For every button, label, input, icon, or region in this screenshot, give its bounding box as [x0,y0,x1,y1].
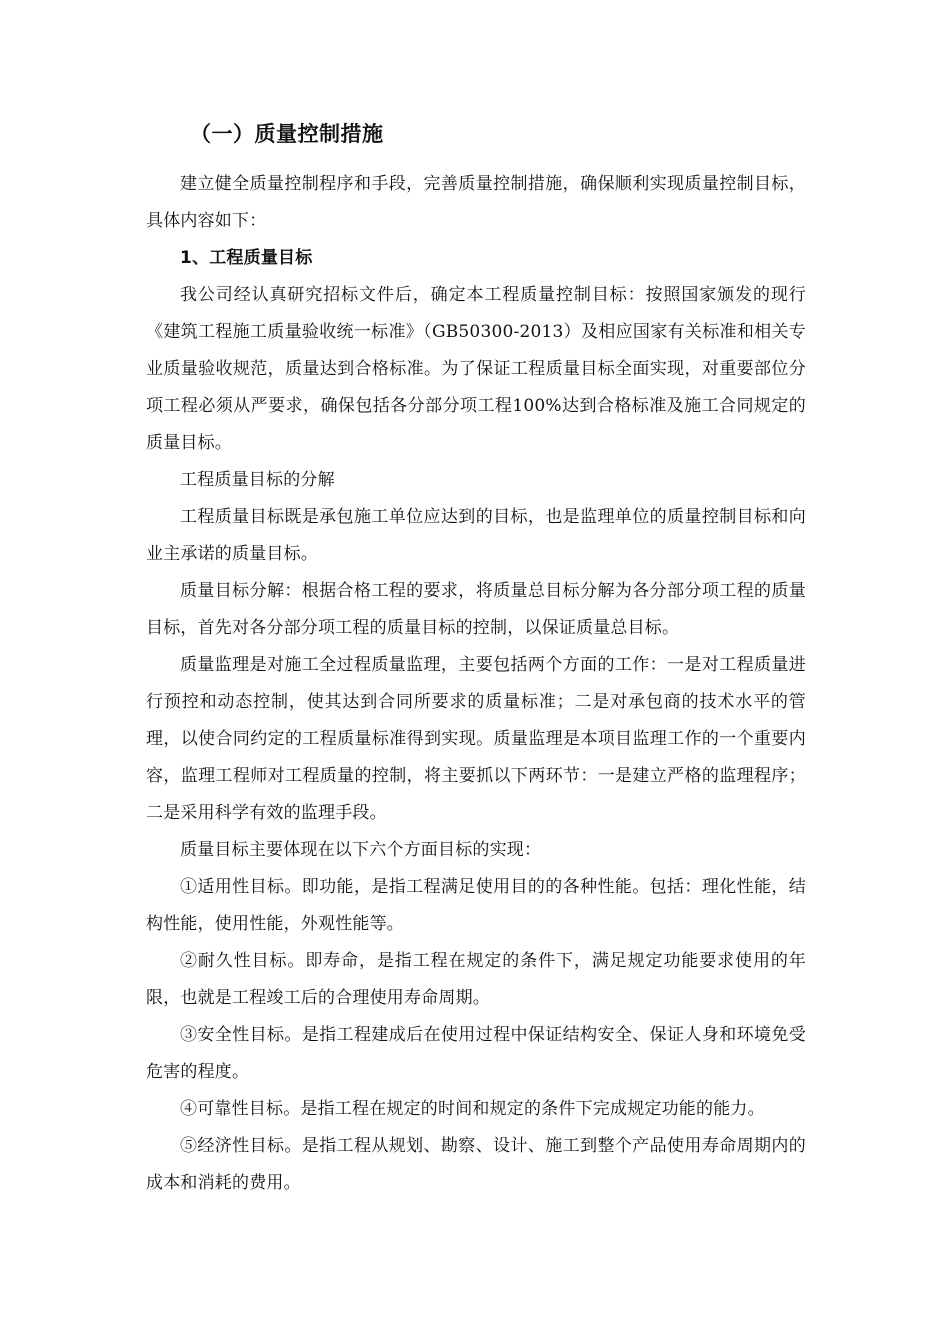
list-item-applicability: ①适用性目标。即功能，是指工程满足使用目的的各种性能。包括：理化性能，结构性能，使用性能，外观性能等。 [146,877,806,934]
paragraph-goal-decomposition-title: 工程质量目标的分解 [180,470,335,490]
section-heading: （一）质量控制措施 [190,122,384,146]
subheading-quality-goal: 1、工程质量目标 [180,248,313,268]
list-item-reliability: ④可靠性目标。是指工程在规定的时间和规定的条件下完成规定功能的能力。 [180,1099,765,1119]
paragraph-goal-definition: 工程质量目标既是承包施工单位应达到的目标，也是监理单位的质量控制目标和向业主承诺的质量目标。 [146,507,806,564]
paragraph-goal-decomposition: 质量目标分解：根据合格工程的要求，将质量总目标分解为各分部分项工程的质量目标，首先对各分部分项工程的质量目标的控制，以保证质量总目标。 [146,581,806,638]
paragraph-intro: 建立健全质量控制程序和手段，完善质量控制措施，确保顺利实现质量控制目标，具体内容如下： [146,174,806,231]
list-item-safety: ③安全性目标。是指工程建成后在使用过程中保证结构安全、保证人身和环境免受危害的程度。 [146,1025,806,1082]
paragraph-quality-goal: 我公司经认真研究招标文件后，确定本工程质量控制目标：按照国家颁发的现行《建筑工程施工质量验收统一标准》（GB50300-2013）及相应国家有关标准和相关专业质量验收规范，质量达到合格标准。为了保证工程质量目标全面实现，对重要部位分项工程必须从严要求，确保包括各分部分项工程100%达到合格标准及施工合同规定的质量目标。 [146,285,806,453]
list-item-durability: ②耐久性目标。即寿命，是指工程在规定的条件下，满足规定功能要求使用的年限，也就是工程竣工后的合理使用寿命周期。 [146,951,806,1008]
paragraph-quality-supervision: 质量监理是对施工全过程质量监理，主要包括两个方面的工作：一是对工程质量进行预控和动态控制，使其达到合同所要求的质量标准；二是对承包商的技术水平的管理，以使合同约定的工程质量标准得到实现。质量监理是本项目监理工作的一个重要内容，监理工程师对工程质量的控制，将主要抓以下两环节：一是建立严格的监理程序；二是采用科学有效的监理手段。 [146,655,806,823]
document-body [146,166,806,1202]
list-item-economy: ⑤经济性目标。是指工程从规划、勘察、设计、施工到整个产品使用寿命周期内的成本和消耗的费用。 [146,1136,806,1193]
paragraph-six-aspects: 质量目标主要体现在以下六个方面目标的实现： [180,840,542,860]
